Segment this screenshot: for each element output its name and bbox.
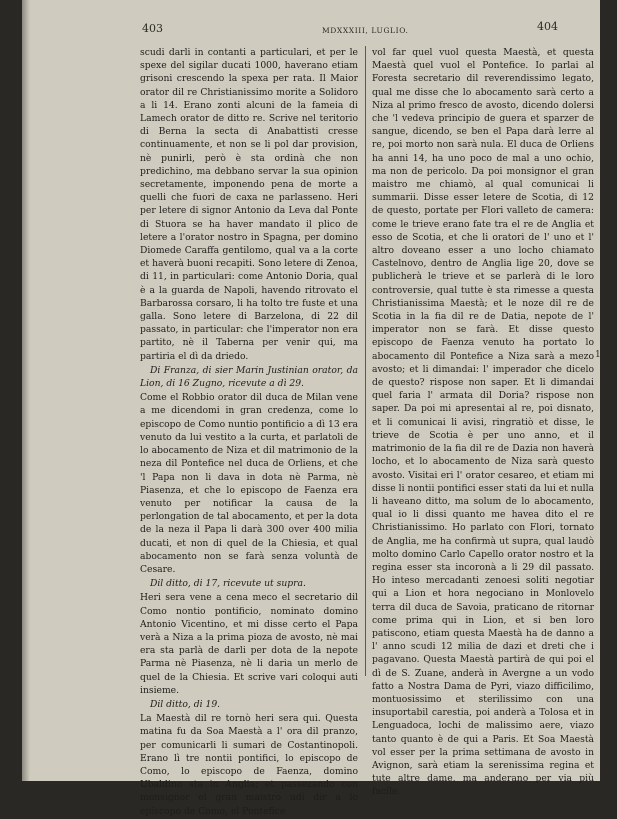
margin-reference: 127* bbox=[595, 350, 617, 360]
column-divider bbox=[365, 46, 366, 676]
paragraph: La Maestà dil re tornò heri sera qui. Questa matina fu da Soa Maestà a l' ora dil pranzo, per comunicarli li sumari de Costantinopoli. Erano lì tre nontii pontifici, lo episcopo de Como, lo episcopo de Faenza, domino Ubaldino sta in Anglia; et passezando con monsignor el gran maistro udì dir a lo episcopo de Como, el Pontefice bbox=[140, 713, 358, 817]
right-column bbox=[372, 46, 594, 800]
paragraph: Heri sera vene a cena meco el secretario dil Como nontio pontificio, nominato domino Antonio Vicentino, et mi disse certo el Papa verà a Niza a la prima pioza de avosto, nè mai era sta parlà de darli per dota de la nepote Parma nè Piasenza, nè li daria un merlo de quel de la Chiesia. Et scrive vari coloqui auti insieme. bbox=[140, 592, 358, 696]
book-page bbox=[22, 0, 617, 817]
entry-heading: Di Franza, di sier Marin Justinian orator, da Lion, di 16 Zugno, ricevute a dì 29. bbox=[140, 364, 358, 390]
left-column bbox=[140, 46, 358, 819]
paragraph: vol far quel vuol questa Maestà, et questa Maestà quel vuol el Pontefice. Io parlai al Foresta secretario dil reverendissimo legato, qual me disse che lo abocamento sarà certo a Niza al primo fresco de avosto, dicendo dolersi che 'l vedeva principio de guera et sparzer de sangue, dicendo, se ben el Papa darà lerre al re, poi morto non sarà nula. El duca de Orliens ha anni 14, ha uno poco de mal a uno ochio, ma non de pericolo. Da poi monsignor el gran maistro me chiamò, al qual comunicai li summarii. Disse esser letere de Scotia, di 12 de questo, portate per Flori valleto de camera: come le trieve erano fate tra el re de Anglia et esso de Scotia, et che li oratori de l' uno et l' altro doveano esser a uno locho chiamato Castelnovo, dentro de Anglia lige 20, dove se publicherà le trieve et se parlerà di le loro controversie, qual tutte è sta rimesse a questa Christianissima Maestà; et le noze dil re de Scotia in la fia dil re de Datia, nepote de l' imperator non se farà. Et disse questo episcopo de Faenza venuto ha portato lo abocamento dil Pontefice a Niza sarà a mezo avosto; et li dimandai: l' imperador che dicelo de questo? rispose non saper. Et li dimandai quel faria l' armata dil Doria? rispose non saper. Da poi mi apresentai al re, poi disnato, et li comunicai li avisi, ringratiò et disse, le trieve de Scotia è per uno anno, et il matrimonio de la fia dil re de Dazia non haverà locho, et lo abocamento de Niza sarà questo avosto. Visitai eri l' orator cesareo, et etiam mi disse li nontii pontifici esser stati da lui et nulla li haveano ditto, ma solum de lo abocamento, qual io li dissi quanto me havea dito el re Christianissimo. Ho parlato con Flori, tornato de Anglia, me ha confirmà ut supra, qual laudò molto domino Carlo Capello orator nostro et la regina esser sta incoronà a li 29 dil passato. Ho inteso mercadanti zenoesi soliti negotiar qui a Lion et hora negociano in Monlovelo terra dil duca de Savoia, praticano de ritornar come prima qui in Lion, et si ben loro patiscono, etiam questa Maestà ha de danno a l' anno scudi 12 milia de dazi et dreti che i pagavano. Questa Maestà partirà de qui poi el dì de S. Zuane, anderà in Avergne a un vodo fatto a Nostra Dama de Pyri, viazo difficilimo, montuosissimo et sterilissimo con una insuportabil carestia, poi anderà a Tolosa et in Lenguadoca, lochi de malissimo aere, viazo tanto quanto è de qui a Paris. Et Soa Maestà vol esser per la prima settimana de avosto in Avignon, sarà etiam la serenissima regina et tute altre dame, ma anderano per via più facile. bbox=[372, 47, 594, 798]
paragraph: scudi darli in contanti a particulari, et per le spexe del sigilar ducati 1000, haverano etiam grisoni crescendo la spexa per rata. Il Maior orator dil re Christianissimo morite a Solidoro a li 14. Erano zonti alcuni de la fameia di Lamech orator de ditto re. Scrive nel teritorio di Berna la secta di Anabattisti cresse continuamente, et non se li pol dar provision, nè punirli, però è sta ordinà che non predichino, ma debbano servar la sua opinion secretamente, imponendo pena de morte a quelli che fuori de caxa ne parlasseno. Heri per letere di signor Antonio da Leva dal Ponte di Stuora se ha haver mandato il plico de letere a l'orator nostro in Spagna, per domino Diomede Caraffa gentilomo, qual va a la corte et haverà buoni recapiti. Sono letere di Zenoa, di 11, in particulari: come Antonio Doria, qual è a la guarda de Napoli, havendo ritrovato el Barbarossa corsaro, li ha tolto tre fuste et una galla. Sono letere di Barzelona, di 22 dil passato, in particular: che l'imperator non era partito, nè il Taberna per venir qui, ma partiria el dì da driedo. bbox=[140, 47, 358, 362]
right-page-number: 404 bbox=[537, 20, 558, 33]
entry-heading: Dil ditto, di 17, ricevute ut supra. bbox=[150, 578, 306, 590]
left-page-number: 403 bbox=[142, 22, 163, 35]
entry-heading: Dil ditto, di 19. bbox=[150, 698, 221, 710]
page-binding-shadow bbox=[22, 0, 30, 781]
paragraph: Come el Robbio orator dil duca de Milan vene a me dicendomi in gran credenza, come lo episcopo de Como nuntio pontificio a dì 13 era venuto da lui vestito a la curta, et parlatoli de lo abocamento de Niza et dil matrimonio de la neza dil Pontefice nel duca de Orliens, et che 'l Papa non li dava in dota nè Parma, nè Piasenza, et che lo episcopo de Faenza era venuto per notificar la causa de la perlongation de tal abocamento, et per la dota de la neza il Papa li darà 300 over 400 milia ducati, et non di quel de la Chiesia, et qual abocamento non se farà senza voluntà de Cesare. bbox=[140, 392, 358, 575]
running-header: MDXXXIII, LUGLIO. bbox=[322, 26, 409, 35]
